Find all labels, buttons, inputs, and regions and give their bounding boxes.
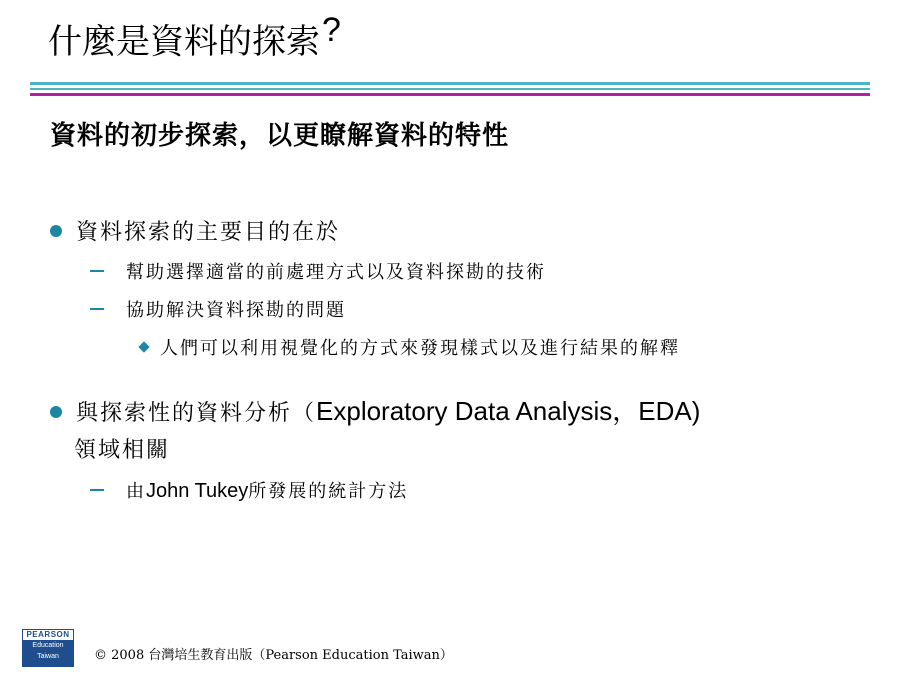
bullet-item-1-text: 資料探索的主要目的在於: [76, 220, 341, 245]
sub-bullet-2-1: [90, 478, 408, 505]
pearson-logo: [22, 629, 74, 667]
copyright-footer: © 2008 台灣培生教育出版（Pearson Education Taiwan）: [94, 648, 453, 663]
bullet-item-2-text-a: 與探索性的資料分析（: [76, 401, 317, 426]
title-divider-teal-top: [30, 82, 870, 85]
dash-icon: [90, 308, 104, 310]
logo-mid-text: Education: [32, 642, 64, 649]
sub-bullet-1-1-text: 幫助選擇適當的前處理方式以及資料探勘的技術: [126, 262, 546, 283]
bullet-item-2: [50, 396, 700, 429]
sub-bullet-1-1: [90, 260, 546, 286]
sub-bullet-1-2: [90, 298, 346, 324]
logo-top-text: PEARSON: [23, 630, 73, 640]
logo-bot-text: Taiwan: [37, 653, 59, 660]
bullet-item-2-continuation: 領域相關: [74, 438, 171, 463]
sub-sub-bullet-1-2-1-text: 人們可以利用視覺化的方式來發現樣式以及進行結果的解釋: [160, 338, 680, 359]
dash-icon: [90, 270, 104, 272]
sub-bullet-1-2-text: 協助解決資料探勘的問題: [126, 300, 346, 321]
bullet-dot-icon: [50, 406, 62, 418]
bullet-item-1: [50, 218, 340, 248]
question-mark: ?: [322, 11, 341, 49]
sub-bullet-2-1-text-latin: John Tukey: [146, 480, 249, 502]
sub-bullet-2-1-text-a: 由: [126, 481, 146, 502]
bullet-item-2-text-latin: Exploratory Data Analysis，EDA): [316, 396, 701, 426]
title-divider-teal-bottom: [30, 88, 870, 90]
dash-icon: [90, 489, 104, 491]
slide-subtitle: 資料的初步探索，以更瞭解資料的特性: [50, 121, 510, 151]
diamond-icon: [138, 341, 149, 352]
slide-title: [48, 11, 341, 64]
slide-title-text: 什麼是資料的探索: [48, 22, 320, 62]
title-divider-purple: [30, 93, 870, 96]
sub-sub-bullet-1-2-1: [140, 336, 680, 362]
sub-bullet-2-1-text-b: 所發展的統計方法: [248, 481, 409, 502]
bullet-dot-icon: [50, 225, 62, 237]
